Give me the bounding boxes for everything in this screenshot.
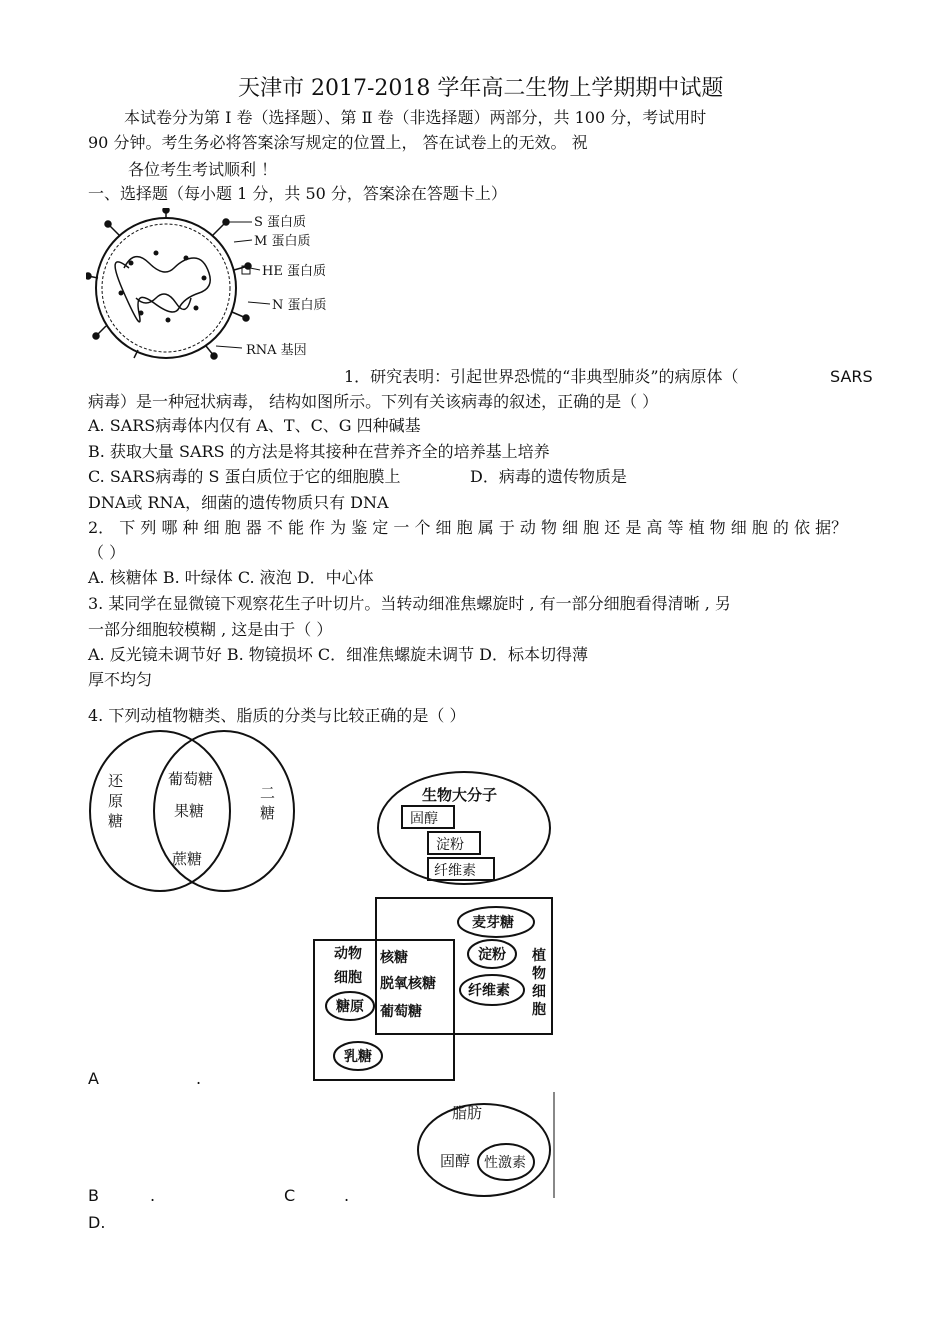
q1-option-a: A. SARS病毒体内仅有 A、T、C、G 四种碱基	[88, 416, 421, 435]
intro-line-2: 90 分钟。考生务必将答案涂写规定的位置上， 答在试卷上的无效。 祝	[88, 133, 588, 152]
macromolecule-diagram	[376, 770, 556, 890]
venn-left-char-3: 糖	[108, 812, 124, 830]
q1-stem-line-2: 病毒）是一种冠状病毒， 结构如图所示。下列有关该病毒的叙述，正确的是（ ）	[88, 392, 659, 411]
q4-stem: 4. 下列动植物糖类、脂质的分类与比较正确的是（ ）	[88, 706, 466, 725]
venn-center-fructose: 果糖	[174, 802, 205, 820]
q2-stem-line-2: （ ）	[88, 543, 126, 562]
q4-label-a-dot: .	[196, 1069, 202, 1088]
animal-label-1: 动物	[334, 946, 362, 962]
q3-stem-line-2: 一部分细胞较模糊 , 这是由于（ ）	[88, 620, 333, 639]
sars-virus-diagram	[86, 208, 348, 360]
intro-line-1: 本试卷分为第 Ⅰ 卷（选择题）、第 Ⅱ 卷（非选择题）两部分，共 100 分，考试用时	[124, 108, 707, 127]
q1-option-b: B. 获取大量 SARS 的方法是将其接种在营养齐全的培养基上培养	[88, 442, 550, 461]
macro-item-cellulose: 纤维素	[434, 863, 476, 879]
intro-line-3: 各位考生考试顺利 ！	[128, 160, 278, 179]
venn-diagram-a	[88, 728, 298, 894]
lipid-diagram	[414, 1090, 558, 1200]
q1-option-d: D．病毒的遗传物质是	[470, 467, 627, 486]
venn-left-char-1: 还	[108, 772, 124, 790]
venn-left-char-2: 原	[108, 792, 124, 810]
cell-sugar-diagram	[312, 896, 556, 1084]
q3-options-continued: 厚不均匀	[88, 670, 153, 689]
q3-stem-line-1: 3. 某同学在显微镜下观察花生子叶切片。当转动细准焦螺旋时 , 有一部分细胞看得清晰 , 另	[88, 594, 731, 613]
plant-starch: 淀粉	[478, 947, 506, 963]
q4-label-d: D.	[88, 1213, 106, 1232]
macro-title: 生物大分子	[422, 786, 498, 804]
macro-item-sterol: 固醇	[410, 811, 438, 827]
label-s-protein: S 蛋白质	[254, 215, 307, 230]
venn-center-glucose: 葡萄糖	[168, 770, 214, 788]
q4-label-b: B	[88, 1186, 99, 1205]
venn-center-sucrose: 蔗糖	[172, 850, 203, 868]
q2-options: A. 核糖体 B. 叶绿体 C. 液泡 D．中心体	[88, 568, 374, 587]
plant-cellulose: 纤维素	[468, 983, 510, 999]
animal-glycogen: 糖原	[336, 999, 364, 1015]
q1-option-c: C. SARS病毒的 S 蛋白质位于它的细胞膜上	[88, 467, 401, 486]
q4-label-b-dot: .	[150, 1186, 156, 1205]
plant-label-3: 细	[532, 984, 546, 1000]
section-heading: 一、选择题（每小题 1 分，共 50 分，答案涂在答题卡上）	[88, 184, 507, 203]
lipid-sex-hormone: 性激素	[484, 1155, 526, 1171]
plant-label-4: 胞	[532, 1002, 546, 1018]
plant-label-2: 物	[532, 966, 546, 982]
lipid-sterol: 固醇	[440, 1152, 471, 1170]
macro-item-starch: 淀粉	[436, 837, 464, 853]
shared-glucose: 葡萄糖	[380, 1004, 422, 1020]
plant-maltose: 麦芽糖	[472, 915, 514, 931]
q1-option-d-continued: DNA或 RNA，细菌的遗传物质只有 DNA	[88, 493, 389, 512]
q1-stem-line-1: 1．研究表明：引起世界恐慌的“非典型肺炎”的病原体（	[344, 367, 739, 386]
label-he-protein: HE 蛋白质	[262, 264, 326, 279]
q3-options: A. 反光镜未调节好 B. 物镜损坏 C．细准焦螺旋未调节 D．标本切得薄	[88, 645, 588, 664]
venn-right-char-2: 糖	[260, 804, 276, 822]
animal-lactose: 乳糖	[344, 1049, 372, 1065]
label-m-protein: M 蛋白质	[254, 234, 311, 249]
animal-label-2: 细胞	[334, 970, 362, 986]
q2-stem-line-1: 2． 下 列 哪 种 细 胞 器 不 能 作 为 鉴 定 一 个 细 胞 属 于 动 物 细 胞 还 是 高 等 植 物 细 胞 的 依 据？	[88, 518, 848, 537]
shared-deoxyribose: 脱氧核糖	[380, 976, 436, 992]
label-rna-gene: RNA 基因	[246, 343, 307, 358]
plant-label-1: 植	[532, 948, 546, 964]
shared-ribose: 核糖	[380, 950, 408, 966]
q4-label-c: C	[284, 1186, 296, 1205]
label-n-protein: N 蛋白质	[272, 298, 327, 313]
q4-label-a: A	[88, 1069, 99, 1088]
venn-right-char-1: 二	[260, 784, 276, 802]
lipid-fat: 脂肪	[452, 1104, 483, 1122]
page-title: 天津市 2017-2018 学年高二生物上学期期中试题	[238, 76, 724, 101]
q4-label-c-dot: .	[344, 1186, 350, 1205]
q1-stem-sars: SARS	[830, 367, 873, 386]
